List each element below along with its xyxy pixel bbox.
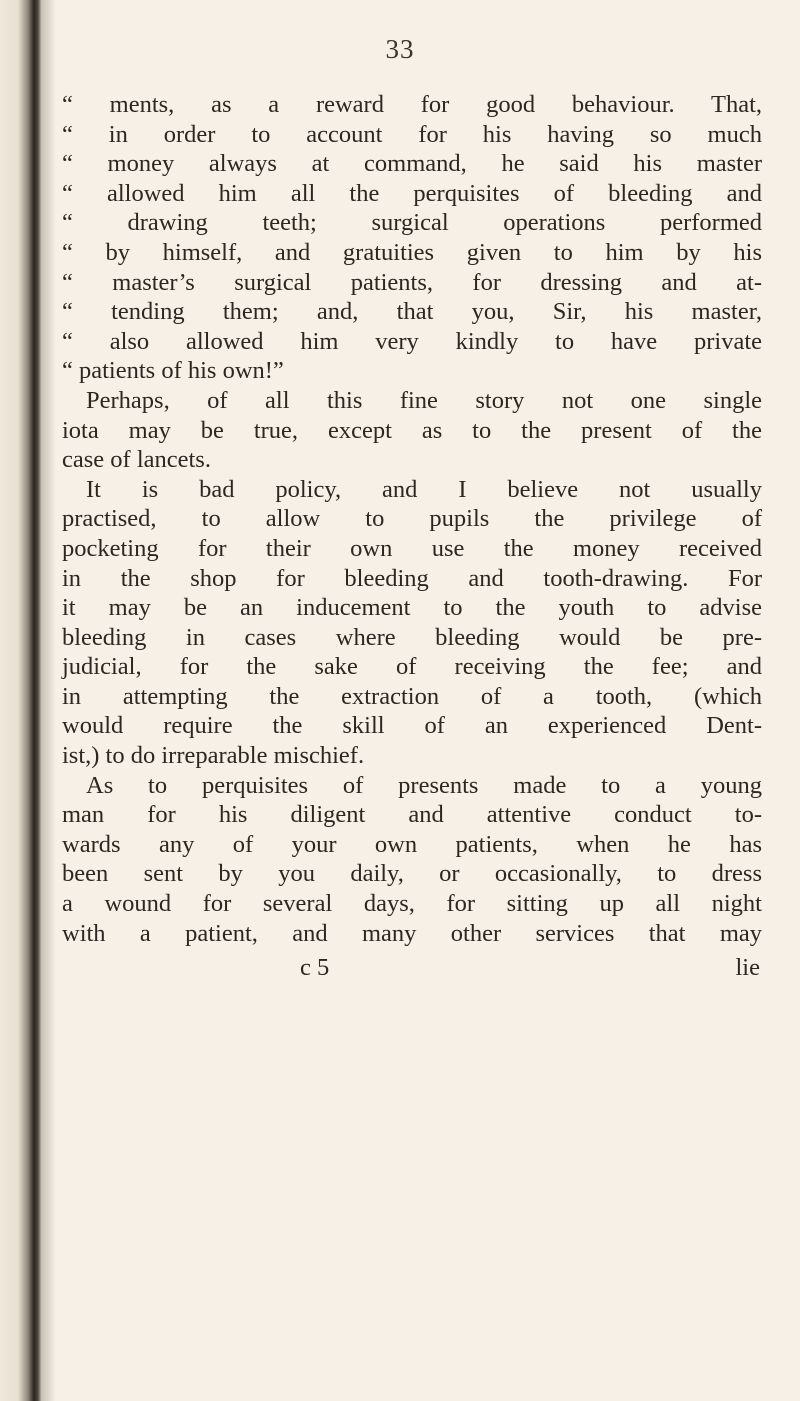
text-line: a wound for several days, for sitting up all night	[62, 890, 762, 918]
text-line: It is bad policy, and I believe not usually	[86, 475, 762, 503]
text-line: case of lancets.	[62, 446, 211, 474]
text-line: wards any of your own patients, when he has	[62, 830, 762, 858]
text-line: judicial, for the sake of receiving the fee; and	[62, 653, 762, 681]
text-line: Perhaps, of all this fine story not one single	[86, 386, 762, 414]
page-number: 33	[385, 34, 415, 64]
text-line: “ allowed him all the perquisites of bleeding and	[62, 179, 762, 207]
text-line: it may be an inducement to the youth to advise	[62, 594, 762, 622]
text-line: “ money always at command, he said his master	[62, 150, 762, 178]
text-line: “ master’s surgical patients, for dressing and at-	[62, 268, 762, 296]
text-line: “ also allowed him very kindly to have private	[62, 327, 762, 355]
page-footer	[300, 953, 760, 983]
text-line: “ in order to account for his having so much	[62, 120, 762, 148]
signature-mark: c 5	[300, 954, 330, 981]
body-text	[62, 90, 762, 948]
catchword: lie	[735, 954, 760, 981]
text-line: pocketing for their own use the money received	[62, 534, 762, 562]
text-line: iota may be true, except as to the present of the	[62, 416, 762, 444]
text-line: with a patient, and many other services that may	[62, 919, 762, 947]
text-line: man for his diligent and attentive conduct to-	[62, 801, 762, 829]
text-line: in attempting the extraction of a tooth, (which	[62, 682, 762, 710]
gutter-shadow	[42, 0, 56, 1401]
text-line: ist,) to do irreparable mischief.	[62, 742, 365, 770]
text-line: in the shop for bleeding and tooth-drawing. For	[62, 564, 762, 592]
text-line: As to perquisites of presents made to a young	[86, 771, 762, 799]
text-line: “ by himself, and gratuities given to him by his	[62, 238, 762, 266]
text-line: “ drawing teeth; surgical operations performed	[62, 209, 762, 237]
text-line: would require the skill of an experienced Dent-	[62, 712, 762, 740]
text-line: “ tending them; and, that you, Sir, his master,	[62, 298, 762, 326]
page-gutter	[0, 0, 42, 1401]
text-line: practised, to allow to pupils the privilege of	[62, 505, 762, 533]
text-line: bleeding in cases where bleeding would be pre-	[62, 623, 762, 651]
text-line: been sent by you daily, or occasionally, to dress	[62, 860, 762, 888]
text-line: “ patients of his own!”	[62, 357, 284, 385]
text-line: “ ments, as a reward for good behaviour. That,	[62, 91, 762, 118]
